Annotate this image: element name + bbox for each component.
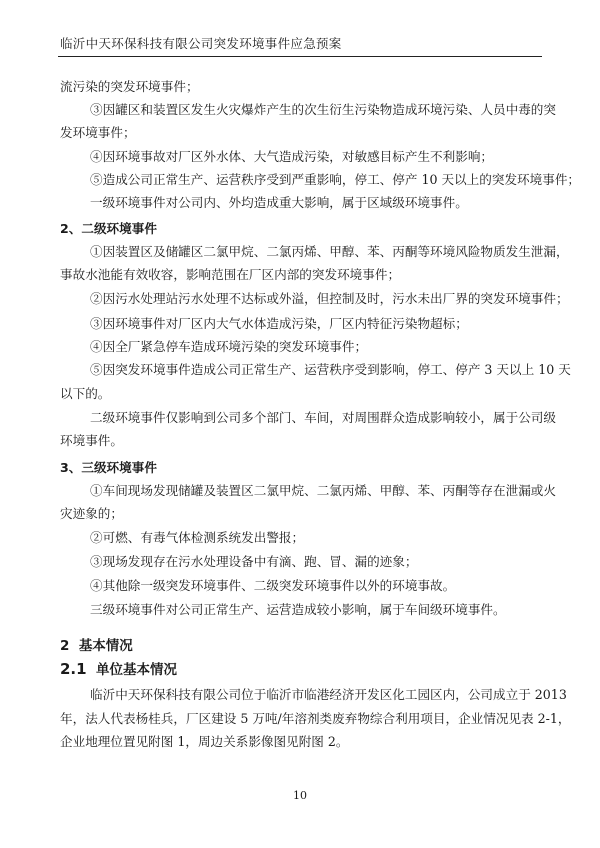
body-line: 一级环境事件对公司内、外均造成重大影响，属于区域级环境事件。 (90, 195, 468, 210)
body-line: 环境事件。 (60, 433, 123, 448)
body-line: ③现场发现存在污水处理设备中有滴、跑、冒、漏的迹象； (90, 554, 418, 569)
body-line: ④因全厂紧急停车造成环境污染的突发环境事件； (90, 339, 368, 354)
body-line: 临沂中天环保科技有限公司位于临沂市临港经济开发区化工园区内，公司成立于 2013 (90, 687, 567, 702)
body-line: 灾迹象的； (60, 506, 123, 521)
body-line: ③因环境事件对厂区内大气水体造成污染，厂区内特征污染物超标； (90, 316, 468, 331)
body-line: 二级环境事件仅影响到公司多个部门、车间，对周围群众造成影响较小，属于公司级 (90, 410, 556, 425)
section-2-1-heading (60, 661, 177, 678)
body-line: 年，法人代表杨桂兵，厂区建设 5 万吨/年溶剂类废弃物综合利用项目，企业情况见表 2-1， (60, 711, 571, 726)
body-line: ②可燃、有毒气体检测系统发出警报； (90, 530, 305, 545)
header-divider (58, 56, 542, 57)
body-line: 事故水池能有效收容，影响范围在厂区内部的突发环境事件； (60, 267, 401, 282)
body-line: 发环境事件； (60, 125, 136, 140)
body-line: ①因装置区及储罐区二氯甲烷、二氯丙烯、甲醇、苯、丙酮等环境风险物质发生泄漏， (90, 244, 569, 259)
page-number: 10 (293, 789, 307, 802)
section-title: 基本情况 (78, 638, 133, 654)
body-line: 以下的。 (60, 386, 111, 401)
level3-heading: 3、三级环境事件 (60, 460, 157, 475)
body-line: ②因污水处理站污水处理不达标或外溢，但控制及时，污水未出厂界的突发环境事件； (90, 291, 569, 306)
page-header: 临沂中天环保科技有限公司突发环境事件应急预案 (60, 36, 342, 51)
body-line: 企业地理位置见附图 1，周边关系影像图见附图 2。 (60, 734, 349, 749)
body-line: ⑤造成公司正常生产、运营秩序受到严重影响，停工、停产 10 天以上的突发环境事件； (90, 172, 581, 187)
body-line: 流污染的突发环境事件； (60, 79, 199, 94)
body-line: 三级环境事件对公司正常生产、运营造成较小影响，属于车间级环境事件。 (90, 602, 506, 617)
section-number: 2 (60, 638, 70, 654)
body-line: ④因环境事故对厂区外水体、大气造成污染，对敏感目标产生不利影响； (90, 149, 493, 164)
section-title: 单位基本情况 (95, 662, 177, 678)
body-line: ③因罐区和装置区发生火灾爆炸产生的次生衍生污染物造成环境污染、人员中毒的突 (90, 102, 556, 117)
body-line: ①车间现场发现储罐及装置区二氯甲烷、二氯丙烯、甲醇、苯、丙酮等存在泄漏或火 (90, 483, 556, 498)
section-2-heading (60, 638, 133, 654)
body-line: ⑤因突发环境事件造成公司正常生产、运营秩序受到影响，停工、停产 3 天以上 10 天 (90, 362, 571, 377)
level2-heading: 2、二级环境事件 (60, 221, 157, 236)
section-number: 2.1 (60, 660, 87, 678)
body-line: ④其他除一级突发环境事件、二级突发环境事件以外的环境事故。 (90, 578, 456, 593)
